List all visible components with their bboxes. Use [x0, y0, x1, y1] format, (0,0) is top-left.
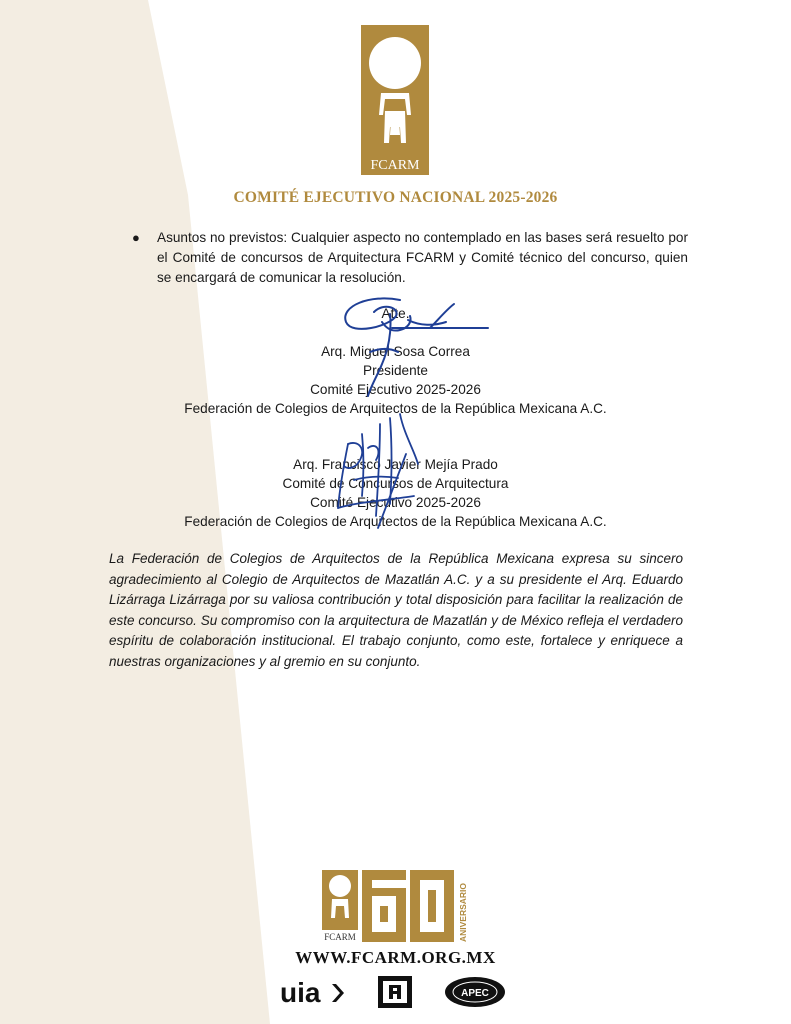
uia-logo-text: uia — [280, 977, 321, 1008]
signatory-2-name: Arq. Francisco Javier Mejía Prado — [293, 457, 498, 472]
anniversary-label: ANIVERSARIO — [458, 882, 468, 942]
footer-logo-text: FCARM — [324, 932, 356, 942]
60-anniversary-logo — [322, 866, 474, 946]
signatory-block-2 — [0, 455, 791, 531]
signatory-1-organization: Federación de Colegios de Arquitectos de la República Mexicana A.C. — [184, 401, 607, 416]
bullet-dot-icon: ● — [132, 230, 140, 245]
bullet-list-item — [132, 228, 688, 288]
fcarm-logo — [361, 25, 429, 175]
signatory-block-1 — [0, 304, 791, 418]
website-link[interactable]: WWW.FCARM.ORG.MX — [295, 948, 496, 967]
apec-logo — [445, 977, 505, 1007]
bullet-text: Asuntos no previstos: Cualquier aspecto no contemplado en las bases será resuelto por el Comité de concursos de Arquitectura FCARM y Comité técnico del concurso, quien se encargará de comunicar la resolución. — [157, 230, 688, 285]
signatory-2-organization: Federación de Colegios de Arquitectos de la República Mexicana A.C. — [184, 514, 607, 529]
signatory-1-name: Arq. Miguel Sosa Correa — [321, 344, 470, 359]
signatory-1-committee: Comité Ejecutivo 2025-2026 — [310, 382, 481, 397]
committee-title: COMITÉ EJECUTIVO NACIONAL 2025-2026 — [233, 189, 558, 206]
signatory-2-role: Comité de Concursos de Arquitectura — [282, 476, 509, 491]
logo-text: FCARM — [370, 158, 420, 173]
signatory-2-committee: Comité Ejecutivo 2025-2026 — [310, 495, 481, 510]
number-60 — [362, 870, 454, 942]
apec-logo-text: APEC — [461, 988, 489, 999]
partner-logos — [278, 972, 512, 1012]
signatory-1-role: Presidente — [363, 363, 428, 378]
acknowledgement-paragraph: La Federación de Colegios de Arquitectos de la República Mexicana expresa su sincero agradecimiento al Colegio de Arquitectos de Mazatlán A.C. y a su presidente el Arq. Eduardo Lizárraga Lizárraga por su valiosa contribución y total disposición para facilitar la realización de este concurso. Su compromiso con la arquitectura de Mazatlán y de México refleja el verdadero espíritu de colaboración institucional. El trabajo conjunto, como este, fortalece y enriquece a nuestras organizaciones y al gremio en su conjunto. — [109, 551, 683, 669]
framed-logo — [378, 976, 412, 1008]
closing-text: Atte. — [381, 306, 410, 321]
uia-logo — [280, 977, 344, 1008]
